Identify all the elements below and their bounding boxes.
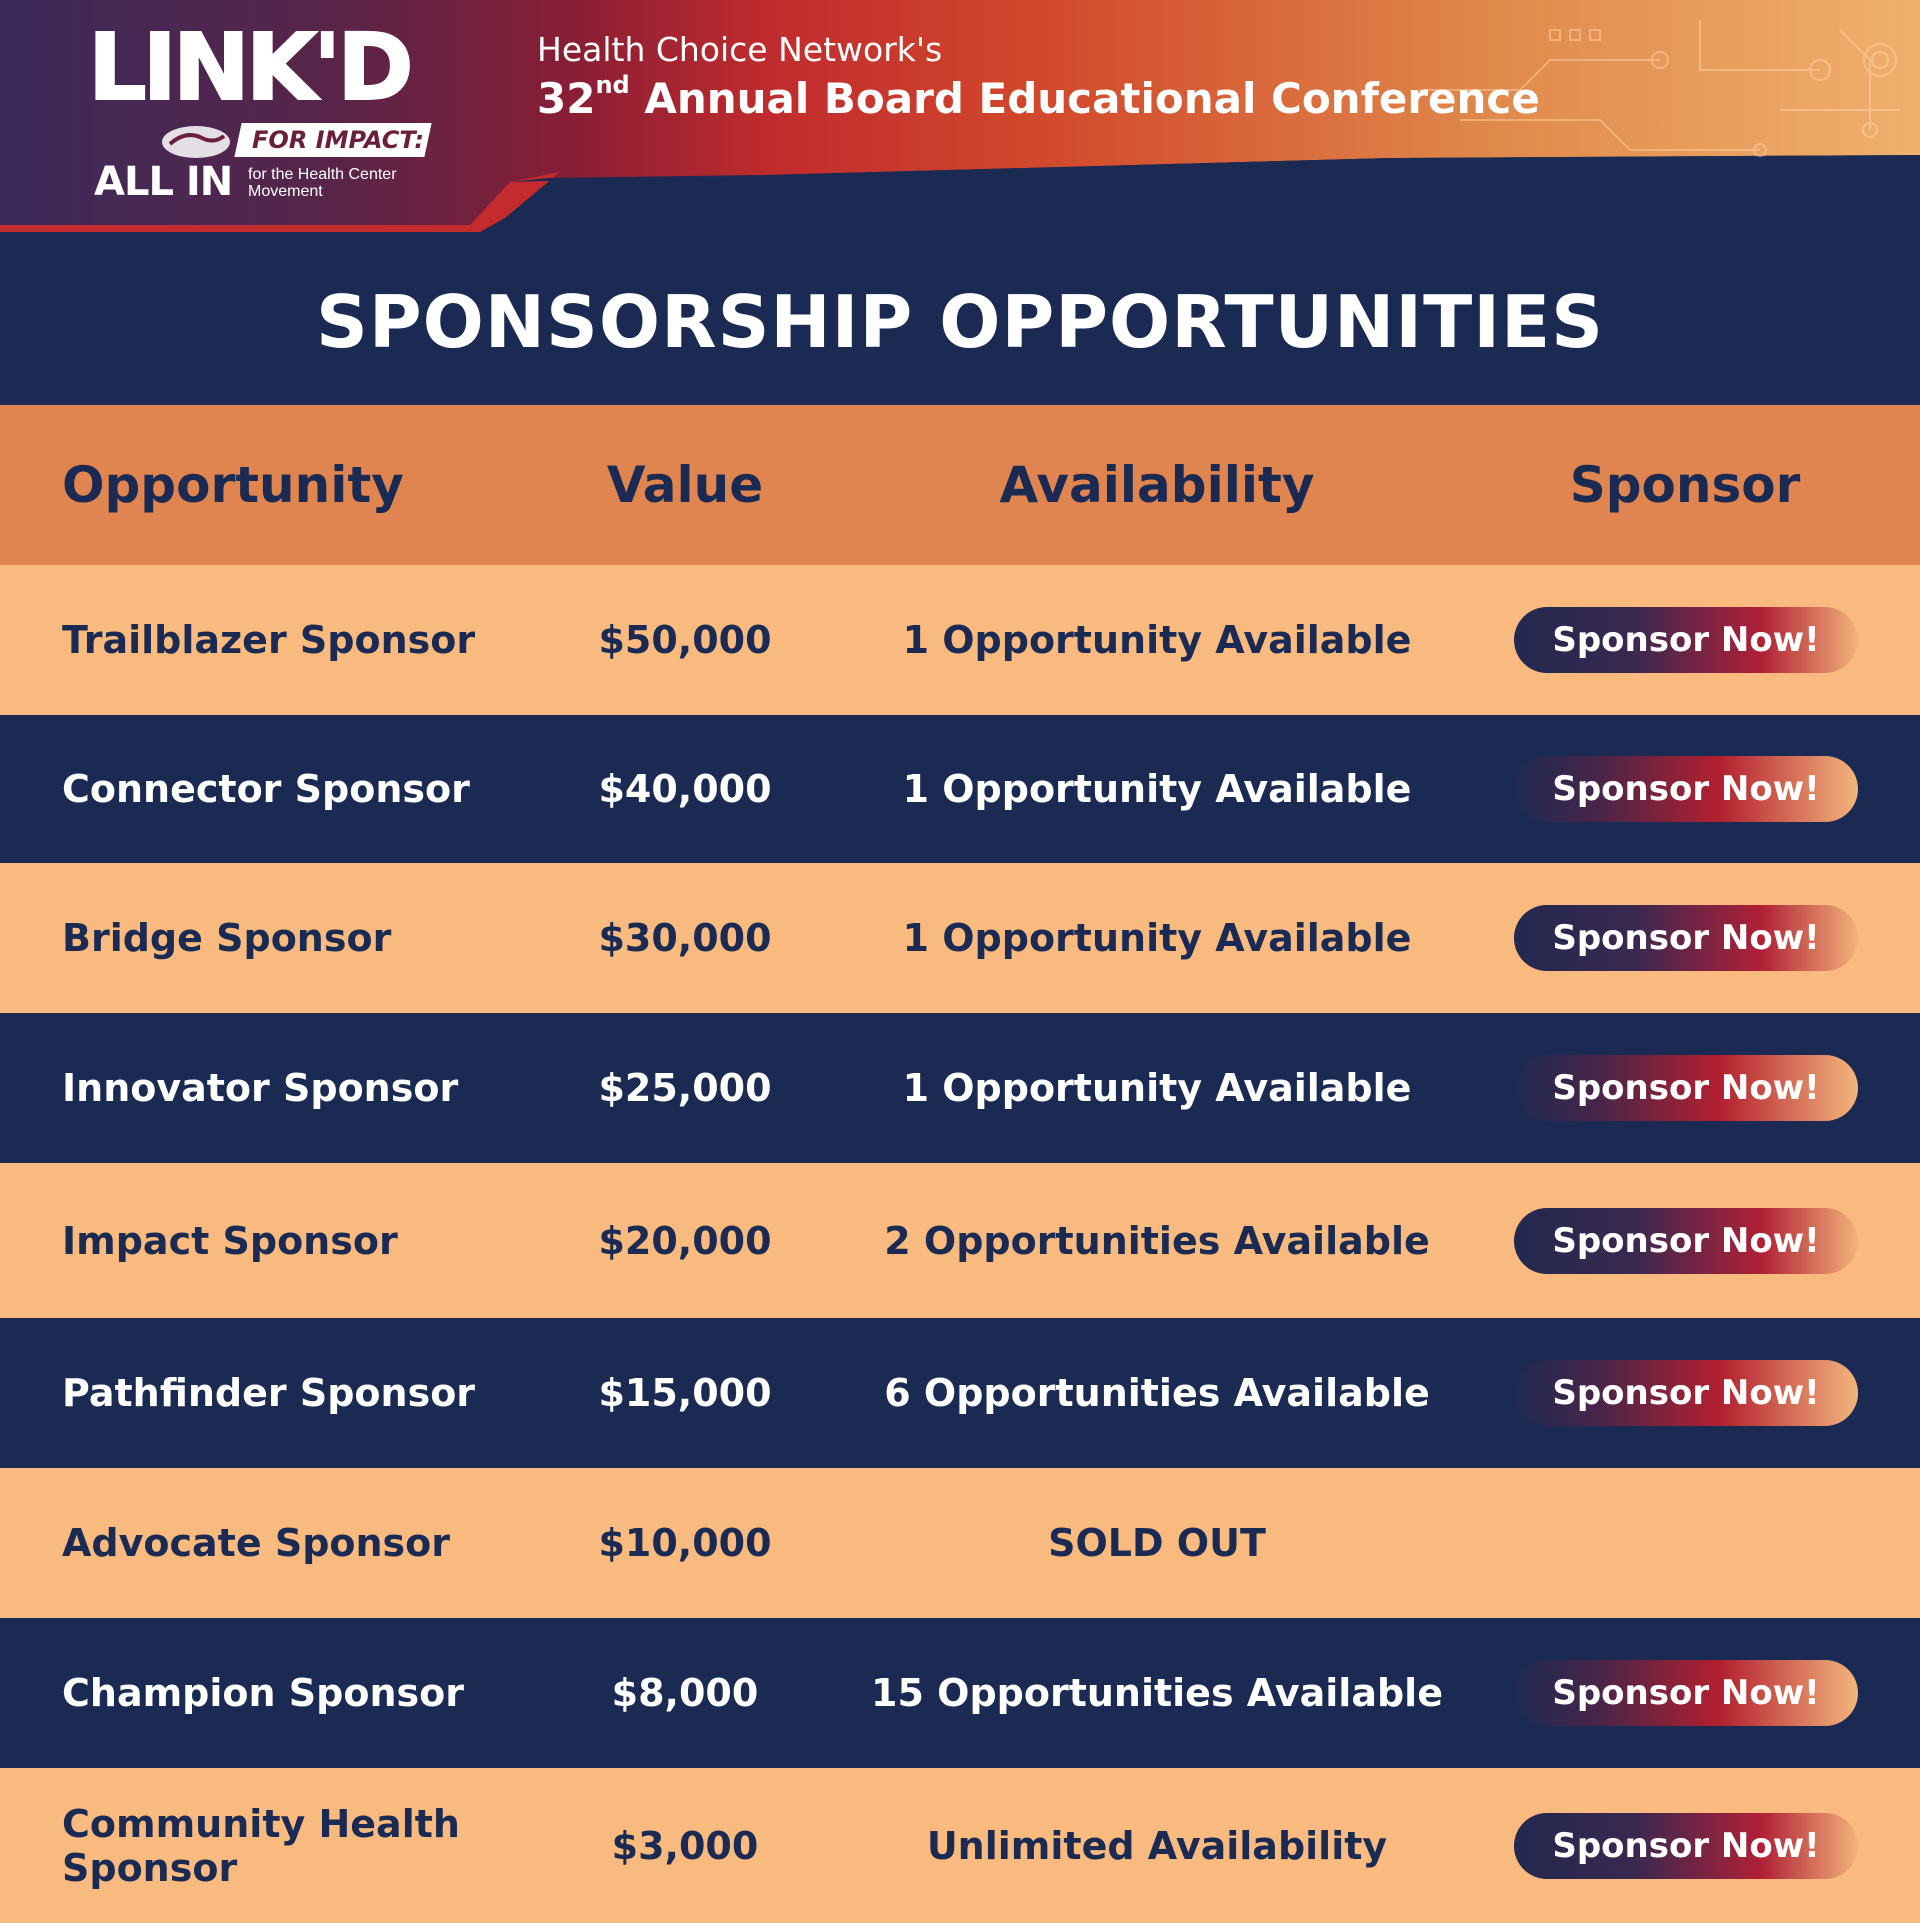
logo-all-in: ALL IN xyxy=(94,159,233,205)
logo-tagline: for the Health Center Movement xyxy=(248,166,397,200)
opportunity-value: $30,000 xyxy=(598,916,772,960)
table-header xyxy=(0,405,1920,565)
table-row xyxy=(0,1618,1920,1768)
hands-icon xyxy=(156,120,236,160)
opportunity-value: $3,000 xyxy=(611,1823,759,1868)
logo-wordmark: LINK'D xyxy=(88,14,410,121)
opportunity-availability: 1 Opportunity Available xyxy=(902,1066,1412,1110)
opportunity-availability: 1 Opportunity Available xyxy=(902,618,1412,662)
linkd-logo xyxy=(78,10,438,205)
sponsor-now-button[interactable]: Sponsor Now! xyxy=(1514,1813,1858,1879)
opportunity-availability: 6 Opportunities Available xyxy=(884,1371,1430,1415)
opportunity-name: Champion Sponsor xyxy=(62,1671,464,1715)
header-opportunity: Opportunity xyxy=(62,456,404,514)
opportunity-name: Trailblazer Sponsor xyxy=(62,618,476,662)
conference-name: Annual Board Educational Conference xyxy=(629,74,1540,123)
opportunity-availability: 1 Opportunity Available xyxy=(902,916,1412,960)
opportunity-value: $10,000 xyxy=(598,1521,772,1565)
table-row xyxy=(0,1013,1920,1163)
header-availability: Availability xyxy=(999,456,1315,514)
sponsor-cell xyxy=(1514,1768,1858,1923)
conference-title xyxy=(537,70,1540,128)
opportunity-value: $15,000 xyxy=(598,1371,772,1415)
opportunity-name: Connector Sponsor xyxy=(62,767,470,811)
opportunity-availability: 1 Opportunity Available xyxy=(902,767,1412,811)
opportunity-value: $8,000 xyxy=(611,1671,759,1715)
opportunity-value: $25,000 xyxy=(598,1066,772,1110)
sponsor-cell xyxy=(1514,1163,1858,1318)
conference-number: 32 xyxy=(537,74,596,123)
sponsor-now-button[interactable]: Sponsor Now! xyxy=(1514,1360,1858,1426)
sponsor-cell xyxy=(1514,565,1858,715)
sponsorship-table xyxy=(0,405,1920,1923)
sponsor-now-button[interactable]: Sponsor Now! xyxy=(1514,756,1858,822)
sponsor-now-button[interactable]: Sponsor Now! xyxy=(1514,1055,1858,1121)
conference-ordinal-suffix: nd xyxy=(595,71,630,99)
sponsor-cell xyxy=(1514,863,1858,1013)
opportunity-availability: 2 Opportunities Available xyxy=(884,1218,1430,1263)
sold-out-label: SOLD OUT xyxy=(1048,1521,1266,1565)
opportunity-value: $40,000 xyxy=(598,767,772,811)
opportunity-value: $20,000 xyxy=(598,1218,772,1263)
opportunity-value: $50,000 xyxy=(598,618,772,662)
table-row xyxy=(0,715,1920,863)
opportunity-availability: Unlimited Availability xyxy=(926,1823,1388,1868)
table-row xyxy=(0,1468,1920,1618)
page-title: SPONSORSHIP OPPORTUNITIES xyxy=(315,280,1605,364)
sponsor-cell xyxy=(1514,715,1858,863)
header-banner xyxy=(0,0,1920,240)
opportunity-availability: 15 Opportunities Available xyxy=(871,1671,1443,1715)
opportunity-name: Impact Sponsor xyxy=(62,1218,398,1263)
table-row xyxy=(0,1318,1920,1468)
table-row xyxy=(0,565,1920,715)
logo-impact-text: FOR IMPACT: xyxy=(252,126,424,154)
table-row xyxy=(0,1768,1920,1923)
opportunity-name: Pathfinder Sponsor xyxy=(62,1371,476,1415)
opportunity-name: Community Health Sponsor xyxy=(62,1801,460,1890)
organization-name: Health Choice Network's xyxy=(537,30,943,69)
sponsor-now-button[interactable]: Sponsor Now! xyxy=(1514,1660,1858,1726)
sponsor-cell xyxy=(1514,1618,1858,1768)
opportunity-name: Advocate Sponsor xyxy=(62,1521,451,1565)
header-value: Value xyxy=(606,456,764,514)
header-sponsor: Sponsor xyxy=(1569,456,1801,514)
opportunity-name: Innovator Sponsor xyxy=(62,1066,459,1110)
table-row xyxy=(0,1163,1920,1318)
sponsor-now-button[interactable]: Sponsor Now! xyxy=(1514,905,1858,971)
opportunity-name: Bridge Sponsor xyxy=(62,916,392,960)
sponsor-cell xyxy=(1514,1318,1858,1468)
sponsor-now-button[interactable]: Sponsor Now! xyxy=(1514,1208,1858,1274)
sponsor-now-button[interactable]: Sponsor Now! xyxy=(1514,607,1858,673)
table-row xyxy=(0,863,1920,1013)
sponsor-cell xyxy=(1514,1013,1858,1163)
